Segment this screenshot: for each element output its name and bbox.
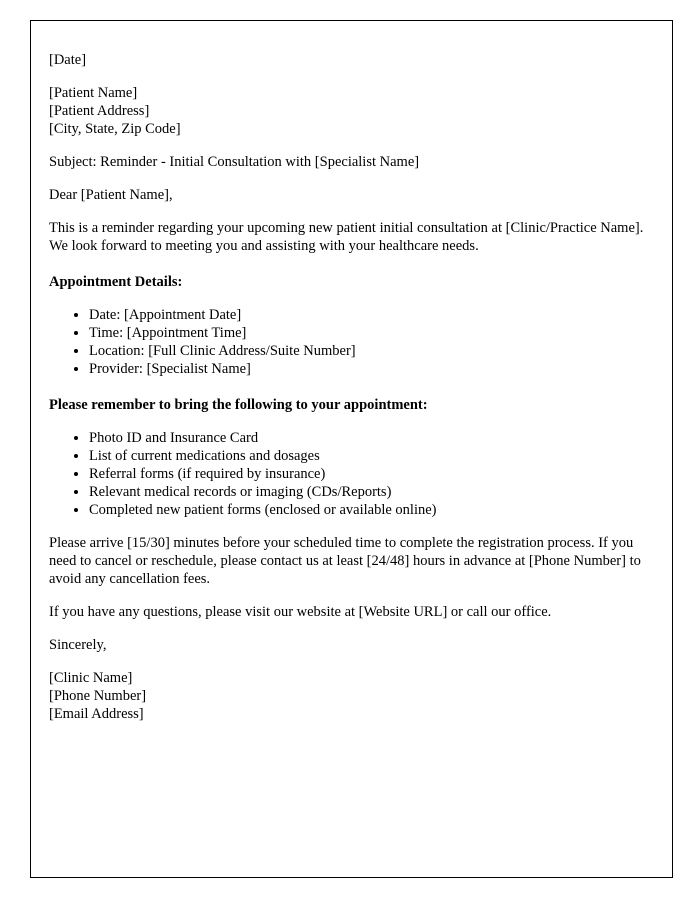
letter-date: [Date]	[49, 52, 87, 68]
list-item: • List of current medications and dosages	[89, 447, 654, 465]
letter-document	[30, 20, 673, 878]
intro-paragraph: This is a reminder regarding your upcoming new patient initial consultation at [Clinic/Practice Name]. We look forward to meeting you and assisting with your healthcare needs.	[49, 220, 644, 254]
list-item: • Relevant medical records or imaging (CDs/Reports)	[89, 483, 654, 501]
list-item: • Location: [Full Clinic Address/Suite Number]	[89, 342, 654, 360]
signature-email-address: [Email Address]	[49, 706, 144, 722]
salutation: Dear [Patient Name],	[49, 187, 173, 203]
subject-line: Subject: Reminder - Initial Consultation with [Specialist Name]	[49, 154, 420, 170]
appointment-details-heading: Appointment Details:	[49, 274, 183, 290]
signature-block	[49, 669, 654, 723]
list-item: • Completed new patient forms (enclosed or available online)	[89, 501, 654, 519]
list-item: • Date: [Appointment Date]	[89, 306, 654, 324]
recipient-block	[49, 84, 654, 138]
appointment-details-list	[49, 306, 654, 378]
bring-items-heading: Please remember to bring the following to your appointment:	[49, 397, 428, 413]
signature-clinic-name: [Clinic Name]	[49, 670, 133, 686]
closing: Sincerely,	[49, 637, 107, 653]
recipient-name: [Patient Name]	[49, 85, 138, 101]
list-item: • Time: [Appointment Time]	[89, 324, 654, 342]
list-item: • Referral forms (if required by insurance)	[89, 465, 654, 483]
signature-phone-number: [Phone Number]	[49, 688, 147, 704]
recipient-address: [Patient Address]	[49, 103, 150, 119]
bring-items-list	[49, 429, 654, 519]
list-item: • Provider: [Specialist Name]	[89, 360, 654, 378]
questions-paragraph: If you have any questions, please visit our website at [Website URL] or call our office.	[49, 604, 552, 620]
list-item: • Photo ID and Insurance Card	[89, 429, 654, 447]
arrival-paragraph: Please arrive [15/30] minutes before your scheduled time to complete the registration process. If you need to cancel or reschedule, please contact us at least [24/48] hours in advance at [Phone Number] to avoid any cancellation fees.	[49, 535, 641, 587]
recipient-city-state-zip: [City, State, Zip Code]	[49, 121, 181, 137]
